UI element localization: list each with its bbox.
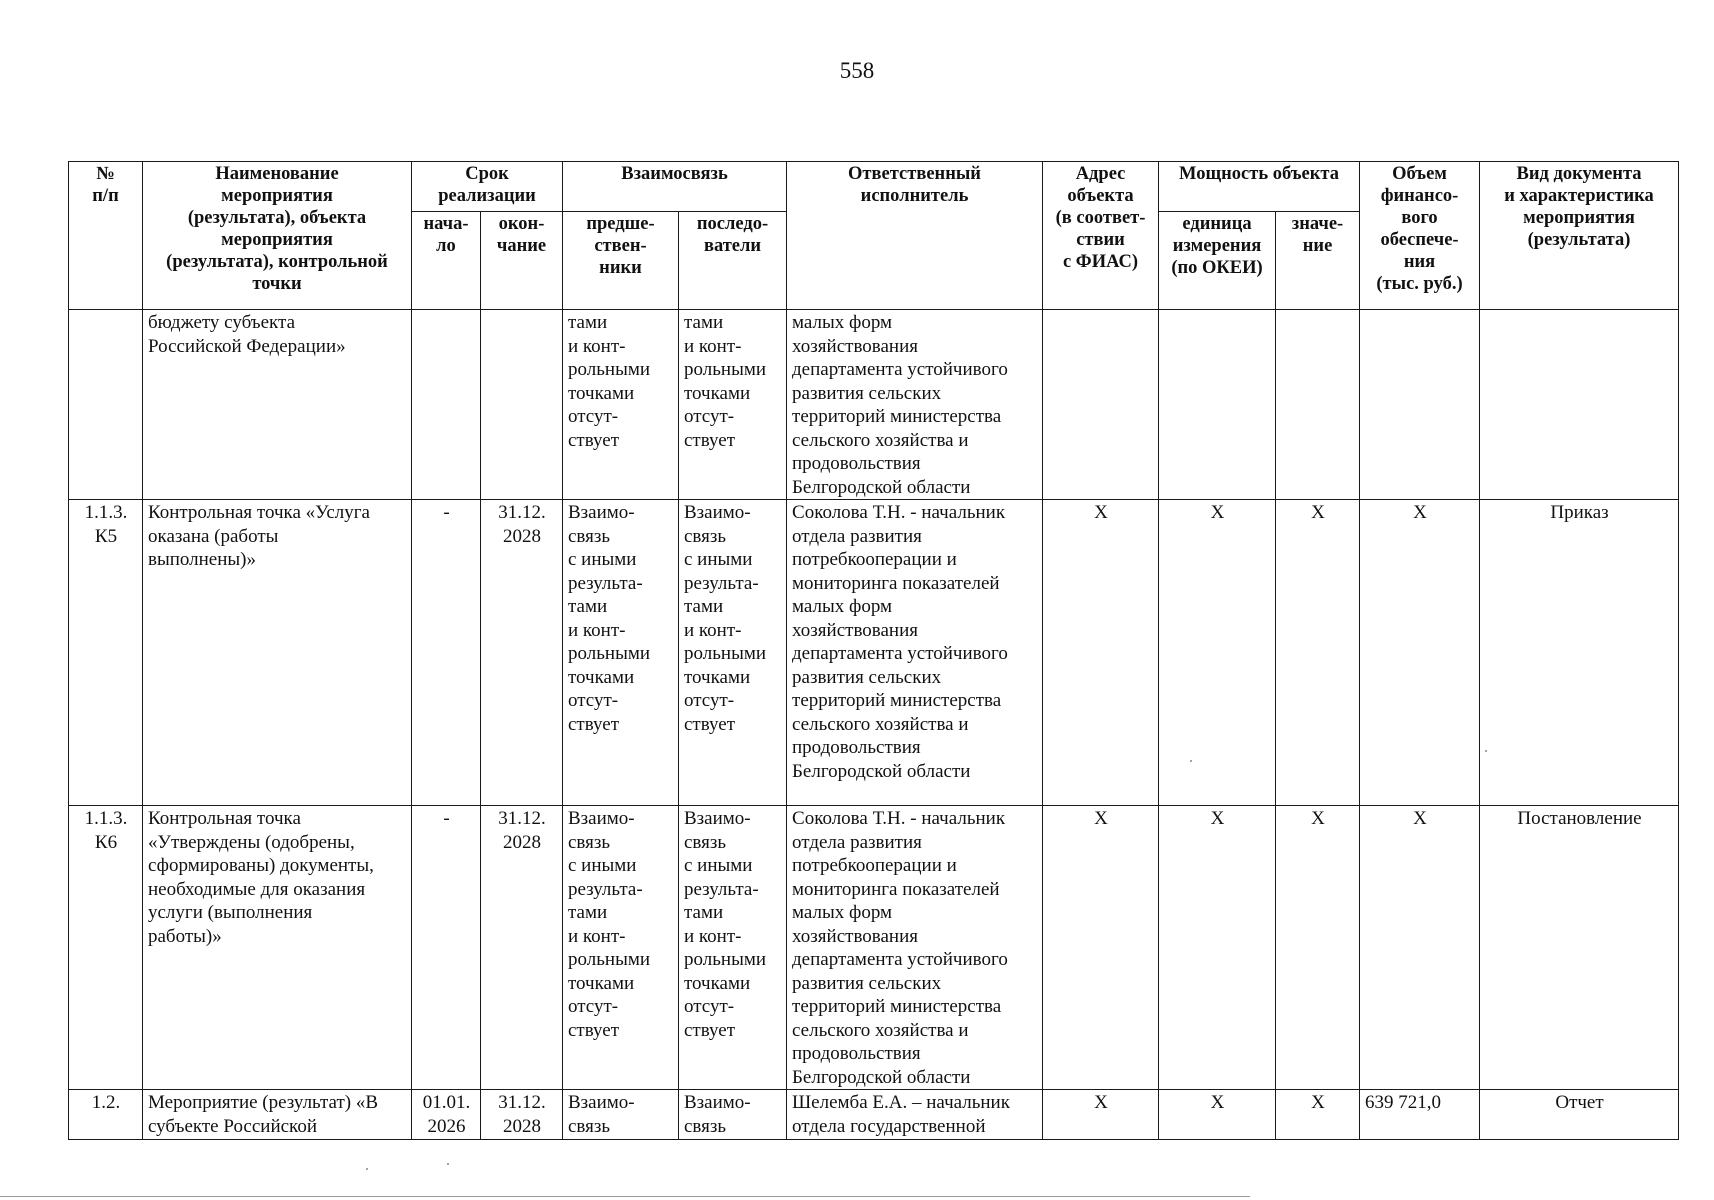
row-name: Контрольная точка «Утверждены (одобрены, сформированы) документы, необходимые для оказания услуги (выполнения работы)» [143,806,412,1090]
row-unit: X [1159,500,1276,806]
row-address: X [1043,1090,1159,1140]
table-row [69,500,1679,806]
row-unit [1159,310,1276,500]
scan-edge-line [0,1196,1250,1197]
row-predecessors: Взаимо- связь с иными результа- тами и конт- рольными точками отсут- ствует [563,500,679,806]
scan-speck [447,1163,449,1165]
row-end: 31.12. 2028 [481,1090,563,1140]
row-finance: X [1360,806,1480,1090]
row-start: - [412,806,481,1090]
row-doc-type: Отчет [1480,1090,1679,1140]
row-doc-type: Приказ [1480,500,1679,806]
row-value: X [1276,500,1360,806]
row-num: 1.1.3. К5 [69,500,143,806]
row-value: X [1276,806,1360,1090]
header-finance: Объем финансо- вого обеспече- ния (тыс. руб.) [1360,162,1480,310]
header-term: Срок реализации [412,162,563,212]
row-name: бюджету субъекта Российской Федерации» [143,310,412,500]
row-responsible: Соколова Т.Н. - начальник отдела развития потребкооперации и мониторинга показателей малых форм хозяйствования департамента устойчивого развития сельских территорий министерства сельского хозяйства и продовольствия Белгородской области [787,500,1043,806]
row-successors: Взаимо- связь с иными результа- тами и конт- рольными точками отсут- ствует [679,500,787,806]
scan-speck [1190,760,1192,762]
header-predecessors: предше- ствен- ники [563,212,679,310]
row-address [1043,310,1159,500]
header-value: значе- ние [1276,212,1360,310]
row-num: 1.2. [69,1090,143,1140]
row-address: X [1043,806,1159,1090]
header-doc-type: Вид документа и характеристика мероприятия (результата) [1480,162,1679,310]
row-successors: тами и конт- рольными точками отсут- ствует [679,310,787,500]
row-finance: X [1360,500,1480,806]
row-end [481,310,563,500]
row-num: 1.1.3. К6 [69,806,143,1090]
table-header [69,162,1679,310]
table-row [69,806,1679,1090]
row-responsible: малых форм хозяйствования департамента устойчивого развития сельских территорий министерства сельского хозяйства и продовольствия Белгородской области [787,310,1043,500]
row-doc-type [1480,310,1679,500]
scan-speck [1485,750,1487,752]
row-start: - [412,500,481,806]
row-value: X [1276,1090,1360,1140]
row-successors: Взаимо- связь с иными результа- тами и конт- рольными точками отсут- ствует [679,806,787,1090]
row-address: X [1043,500,1159,806]
header-term-end: окон- чание [481,212,563,310]
row-end: 31.12. 2028 [481,500,563,806]
row-start: 01.01. 2026 [412,1090,481,1140]
row-predecessors: Взаимо- связь [563,1090,679,1140]
row-end: 31.12. 2028 [481,806,563,1090]
header-responsible: Ответственный исполнитель [787,162,1043,310]
row-value [1276,310,1360,500]
row-finance: 639 721,0 [1360,1090,1480,1140]
row-name: Мероприятие (результат) «В субъекте Российской [143,1090,412,1140]
header-relation: Взаимосвязь [563,162,787,212]
scan-speck [366,1168,368,1170]
row-unit: X [1159,806,1276,1090]
header-address: Адрес объекта (в соответ- ствии с ФИАС) [1043,162,1159,310]
row-predecessors: Взаимо- связь с иными результа- тами и конт- рольными точками отсут- ствует [563,806,679,1090]
table-row [69,310,1679,500]
row-successors: Взаимо- связь [679,1090,787,1140]
row-predecessors: тами и конт- рольными точками отсут- ствует [563,310,679,500]
row-finance [1360,310,1480,500]
row-responsible: Шелемба Е.А. – начальник отдела государственной [787,1090,1043,1140]
row-name: Контрольная точка «Услуга оказана (работы выполнены)» [143,500,412,806]
table-row [69,1090,1679,1140]
header-num: № п/п [69,162,143,310]
row-start [412,310,481,500]
page-number: 558 [839,58,875,83]
row-num [69,310,143,500]
row-unit: X [1159,1090,1276,1140]
header-successors: последо- ватели [679,212,787,310]
header-unit: единица измерения (по ОКЕИ) [1159,212,1276,310]
row-responsible: Соколова Т.Н. - начальник отдела развития потребкооперации и мониторинга показателей малых форм хозяйствования департамента устойчивого развития сельских территорий министерства сельского хозяйства и продовольствия Белгородской области [787,806,1043,1090]
header-capacity: Мощность объекта [1159,162,1360,212]
measures-table [68,161,1679,1140]
header-name: Наименование мероприятия (результата), объекта мероприятия (результата), контрольной точки [143,162,412,310]
row-doc-type: Постановление [1480,806,1679,1090]
header-term-start: нача- ло [412,212,481,310]
